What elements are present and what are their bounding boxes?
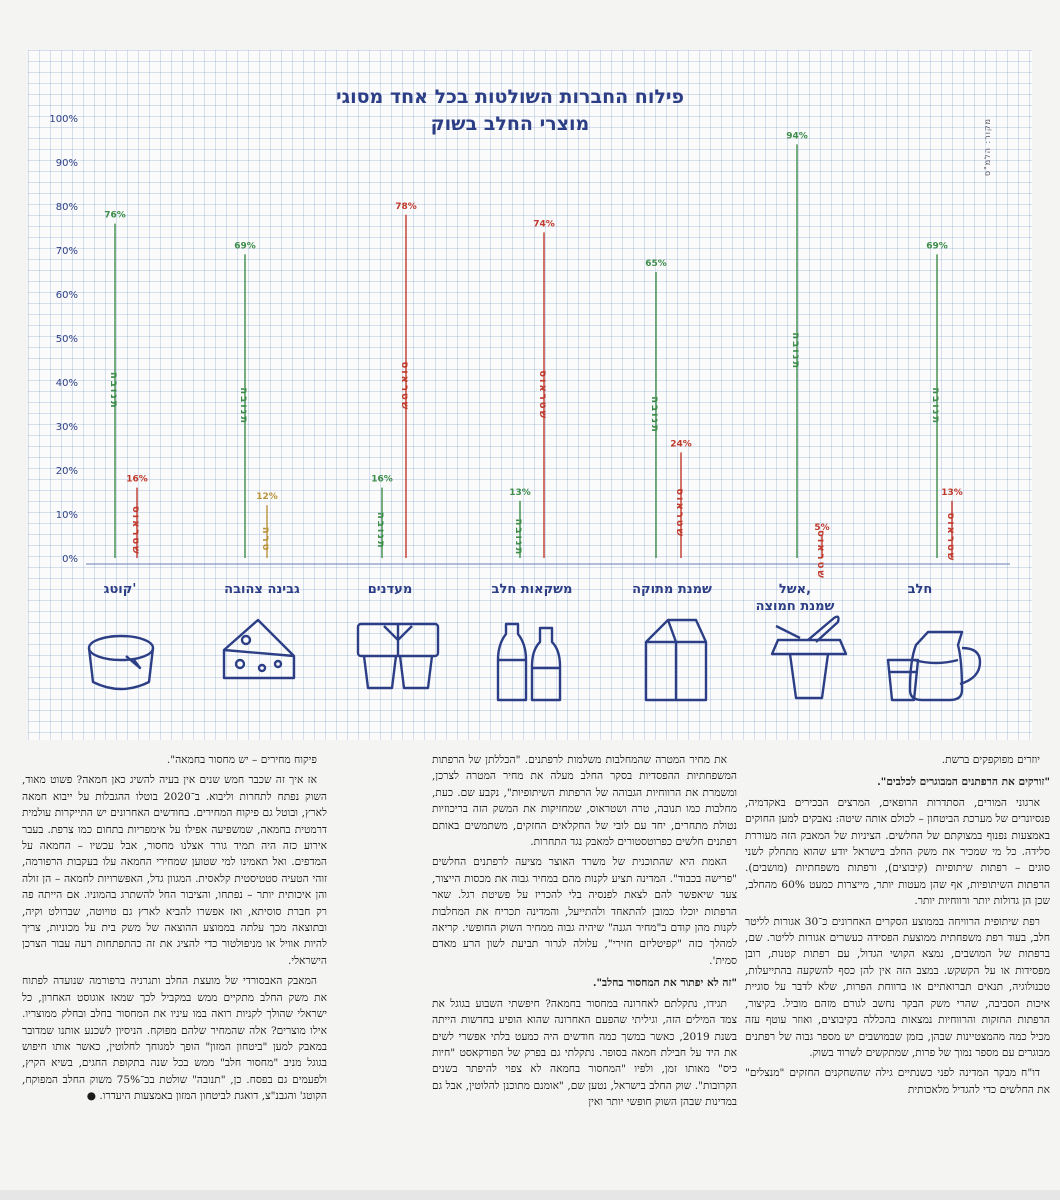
series-label: תנובה <box>238 387 249 426</box>
category-label-line: שמנת חמוצה <box>755 599 835 614</box>
milk-bottles-icon <box>498 624 560 700</box>
y-tick-label: 20% <box>55 466 78 477</box>
article-paragraph: תגידו, נתקלתם לאחרונה במחסור בחמאה? חיפשתי השבוע בגוגל את צמד המילים הזה, וגיליתי שהפעם האחרונה שהוא הופיע בחדשות הייתה בשנת 2019, כאשר במשך כמה חודשים היה כמעט בלתי אפשרי לשים את היד על חבילת חמאה בסופר. נתקלתי גם בפרק של הפודקאסט "חיות כיס" מאותו זמן, ולפיו "המחסור בחמאה לא צפוי להיפתר בשנים הקרובות". שוק החלב בישראל, נטען שם, "אומנם מתוכנן להלוטין, אבל גם במדינות שבהן השוק חופשי יותר ואין <box>432 997 737 1109</box>
article-paragraph: אז איך זה שכבר חמש שנים אין בעיה להשיג כאן חמאה? פשוט מאוד, השוק נפתח לתחרות וליבוא. ב־2020 בוטלו ההגבלות על ייבוא חמאה לארץ, ובוטל גם פיקוח המחירים. בחודשים האחרונים יש התייקרות עולמית דרמטית בחמאה, שמשפיעה אפילו על אימפריות בתחום כמו צרפת. בעבר אירוע כזה היה תמיד גורר אצלנו מחסור, אבל עכשיו – החמאה על המדפים. ואל תאמינו למי שטוען שמחירי החמאה עלו בעקבות הרפורמה, זוהי הטעיה סטטיסטית קלאסית. המגוון גדל, האפשרויות לחמאה – הן זולה והן איכותית יותר – נפתחו, והציבור החל להשתרג בהמוניו. אם הייתה פה רק חברת סוסיתא, ואז אפשרו להביא לארץ גם טויוטה, שברולט וקיה, ובתוצאה מכך עלתה בממוצע ההוצאה של משק בית על מכוניות, צריך להיות אוויל או מניפולטור כדי להציג את זה כהתפתחות רעה עבור הצרכן הישראלי. <box>22 774 327 967</box>
series-label: תנובה <box>790 332 801 371</box>
chart-title <box>200 84 820 138</box>
article-column-left <box>22 752 327 1192</box>
article-column-middle <box>432 752 737 1192</box>
series-label: תנובה <box>108 371 119 410</box>
data-label: 74% <box>533 219 555 230</box>
y-tick-label: 10% <box>55 510 78 521</box>
data-label: 16% <box>126 474 148 485</box>
y-tick-label: 90% <box>55 158 78 169</box>
article-paragraph: את מחיר המטרה שהמחלבות משלמות לרפתנים. "הכללתן של הרפתות המשפחתיות ההפסדיות בסקר החלב מעלה את מחיר המטרה לצרכן, ומשמרת את הרווחיות הגבוהה של הרפתות השיתופיות", נקבע שם. כעת, מחלבות כמו תנובה, טרה ושטראוס, שמחזיקות את המשק הזה בריכוזיות נטולת מתחרים, יחד עם לובי של החקלאים החזקים, משתמשים באותם רפתנים חלשים כפרוטסטורים למאבק נגד התחרות. <box>432 754 737 849</box>
series-label: תנובה <box>375 511 386 550</box>
article-paragraph: ארגוני המורים, הסתדרות הרופאים, המרצים הבכירים באקדמיה, פנסיונרים של מערכת הביטחון – לכולם אותה שיטה: נאבקים למען החוקים באמצעות נפנוף במצוקתם של החלשים. הציניות של המאבק הזה מעוררת סלידה. כל מי שמכיר את משק החלב בישראל יודע שהוא מתחלק לשני סוגים – רפתות שיתופיות (קיבוצים), ורפתות משפחתיות (מושבים). הרפתות השיתופיות, אף שהן מעטות יותר, מייצרות כמעט 60% מהחלב, שכן הן גדולות יותר ורווחיות יותר. <box>745 796 1050 908</box>
category-label <box>756 582 835 614</box>
article-paragraph: פיקוח מחירים – יש מחסור בחמאה". <box>166 754 317 766</box>
article-paragraph: יוזרים מפוקפקים ברשת. <box>941 754 1040 766</box>
cheese-wedge-icon <box>224 620 294 678</box>
data-label: 69% <box>926 241 948 252</box>
data-label: 65% <box>645 259 667 269</box>
y-tick-label: 60% <box>55 290 78 301</box>
data-label: 12% <box>256 492 278 503</box>
category-label-line: אשל, <box>778 582 812 597</box>
series-label: שטראוס <box>130 505 141 556</box>
series-label: שטראוס <box>674 488 685 539</box>
series-label: תנובה <box>513 518 524 557</box>
category-label: משקאות חלב <box>491 582 573 597</box>
sour-cream-cup-icon <box>772 617 846 698</box>
y-tick-label: 80% <box>55 202 78 213</box>
series-label: תנובה <box>649 396 660 434</box>
y-tick-label: 50% <box>55 334 78 345</box>
category-label: גבינה צהובה <box>224 582 300 597</box>
series-label: שטראוס <box>815 530 826 580</box>
series-label: שטראוס <box>537 370 548 421</box>
category-label: חלב <box>907 582 933 597</box>
series-label: תנובה <box>930 387 941 426</box>
article-column-right <box>745 752 1050 1192</box>
data-label: 24% <box>670 439 692 450</box>
cottage-cheese-icon <box>89 636 153 689</box>
chart-title-line-1: פילוח החברות השולטות בכל אחד מסוגי <box>336 86 684 108</box>
chart-title-line-2: מוצרי החלב בשוק <box>430 113 590 135</box>
page-bottom-strip <box>0 1190 1060 1200</box>
series-label: טרה <box>260 526 271 553</box>
source-credit: מקור: הלמ"ס <box>983 118 992 177</box>
y-tick-label: 30% <box>55 422 78 433</box>
cream-carton-icon <box>646 620 706 700</box>
milk-pitcher-icon <box>888 632 980 700</box>
y-tick-label: 0% <box>62 554 78 565</box>
category-label: מעדנים <box>367 582 413 597</box>
data-label: 16% <box>371 474 393 485</box>
series-label: שטראוס <box>945 512 956 563</box>
data-label: 5% <box>814 523 830 533</box>
article-subheading: "זה לא יפתור את המחסור בחלב". <box>592 977 737 990</box>
data-label: 13% <box>509 487 531 498</box>
series-label: שטראוס <box>399 361 410 412</box>
data-label: 13% <box>941 487 963 498</box>
y-tick-label: 70% <box>55 246 78 257</box>
dessert-pack-icon <box>358 624 438 688</box>
category-label: שמנת מתוקה <box>632 582 712 597</box>
y-tick-label: 100% <box>49 114 78 125</box>
article-paragraph: דו"ח מבקר המדינה לפני כשנתיים גילה שהשחקנים החזקים "מנצלים" את החלשים כדי להגדיל מלאכותית <box>745 1067 1050 1096</box>
article-subheading: "זורקים את הרפתנים המבוגרים לכלבים". <box>877 776 1050 789</box>
data-label: 69% <box>234 241 256 252</box>
data-label: 78% <box>395 201 417 212</box>
data-label: 76% <box>104 210 126 221</box>
y-tick-label: 40% <box>55 378 78 389</box>
article-paragraph: האמת היא שהתוכנית של משרד האוצר מציעה לרפתנים החלשים "פרישה בכבוד". המדינה תציע לקנות מהם במחיר גבוה את מכסות הייצור, צעד שיאפשר להם לצאת לפנסיה בלי להכריז על פשיטת רגל. שאר הרפתות יוכלו כמובן להתאחד ולהתייעל, והמדינה תכריח את המחלבות לקנות מהן קודם ב"מחיר הגנה" שיהיה גבוה ממחיר השוק החופשי. קריאה למהלך כזה "קפיטליזם חזירי", עלולה לגרור תביעת לשון הרע מאדם סמית'. <box>432 856 737 967</box>
article-paragraph: רפת שיתופית הרוויחה בממוצע הסקרים האחרונים כ־30 אגורות לליטר חלב, בעוד רפת משפחתית ממוצעת הפסידה כעשרים אגורות לליטר. שם, ברפתות של המושבים, נמצא הקושי הגדול, עם רפתות קטנות, רובן מפסידות או על הקשקש. במצב הזה אין להן כסף להשקעה בהתייעלות, טכנולוגיה, תנאים תברואתיים או ברווחת הפרות, שלא לדבר על סוגיית איכות הסביבה, שהרי משק הבקר נחשב לגורם מזהם מוביל. בקיצור, הרפתות החזקות והרווחיות נמצאות בהכללה בקיבוצים, ואוזר עוטף עזה מכיל כמה מהמצטיינות שבהן, בזמן שבמושבים יש מספר גבוה של רפתנים מבוגרים עם מספר נמוך של פרות, שמתקשים לשרוד בשוק. <box>745 915 1050 1059</box>
category-label: קוטג' <box>103 582 137 597</box>
article-paragraph: המאבק האבסורדי של מועצת החלב ותגרניה ברפורמה שנועדה לפתוח את משק החלב מתקיים ממש במקביל לכך שמאז אוגוסט האחרון, כל ישראלי שהולך לקניות רואה במו עיניו את המחסור בחלב ובחלק ממוצריו. אילו מוצרים? אלה שהמחיר שלהם מפוקח. הניסיון לשכנע אותנו שמדובר במאבק למען "ביטחון המזון" הופך למגוחך לחלוטין, כאשר אותו חיפוש בגוגל מניב "מחסור חלב" ממש בכל שנה בתקופת החגים, בשיא הקיץ, ולפעמים גם בפסח. כן, "תנובה" שולטת בכ־75% משוק החלב המפוקח, הקוטג' והגבנ"צ, דואגת לביטחון המזון באמצעות היעדרו. ● <box>22 975 327 1103</box>
data-label: 94% <box>786 131 808 142</box>
